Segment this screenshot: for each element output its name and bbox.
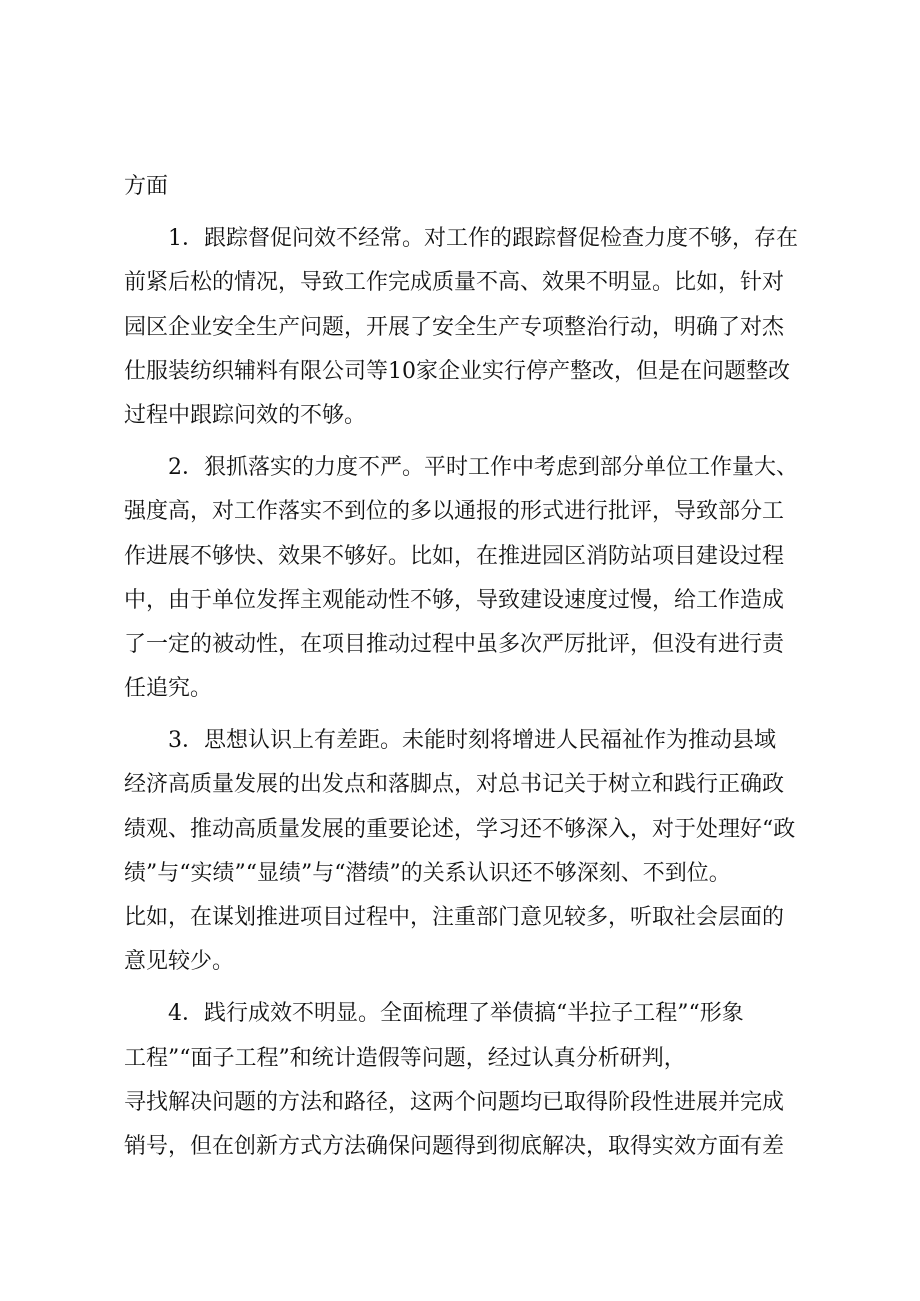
text-line: 经济高质量发展的出发点和落脚点，对总书记关于树立和践行正确政 xyxy=(124,772,785,798)
text-line: 任追究。 xyxy=(124,676,213,702)
text-line: 绩”与“实绩”“显绩”与“潜绩”的关系认识还不够深刻、不到位。 xyxy=(124,860,731,886)
text-line: 过程中跟踪问效的不够。 xyxy=(124,402,367,428)
text-line: 园区企业安全生产问题，开展了安全生产专项整治行动，明确了对杰 xyxy=(124,314,785,340)
paragraph-item-1 xyxy=(124,217,824,438)
text-line: 销号，但在创新方式方法确保问题得到彻底解决，取得实效方面有差 xyxy=(124,1133,785,1159)
text-line: 绩观、推动高质量发展的重要论述，学习还不够深入，对于处理好“政 xyxy=(124,816,796,842)
text-line: 3．思想认识上有差距。未能时刻将增进人民福祉作为推动县域 xyxy=(168,728,776,754)
text-line: 中，由于单位发挥主观能动性不够，导致建设速度过慢，给工作造成 xyxy=(124,587,785,613)
text-line: 比如，在谋划推进项目过程中，注重部门意见较多，听取社会层面的 xyxy=(124,905,785,930)
text-line: 强度高，对工作落实不到位的多以通报的形式进行批评，导致部分工 xyxy=(124,499,785,525)
text-line: 前紧后松的情况，导致工作完成质量不高、效果不明显。比如，针对 xyxy=(124,270,785,296)
paragraph-continuation xyxy=(124,165,824,209)
paragraph-item-4 xyxy=(124,992,824,1169)
text-line: 寻找解决问题的方法和路径，这两个问题均已取得阶段性进展并完成 xyxy=(124,1089,785,1115)
text-line: 方面 xyxy=(124,174,169,199)
text-line: 4．践行成效不明显。全面梳理了举债搞“半拉子工程”“形象 xyxy=(168,1001,744,1027)
paragraph-item-2 xyxy=(124,446,824,711)
text-line: 2．狠抓落实的力度不严。平时工作中考虑到部分单位工作量大、 xyxy=(168,455,798,481)
paragraph-item-3 xyxy=(124,719,824,984)
text-line: 了一定的被动性，在项目推动过程中虽多次严厉批评，但没有进行责 xyxy=(124,631,785,657)
text-line: 1．跟踪督促问效不经常。对工作的跟踪督促检查力度不够，存在 xyxy=(168,226,798,252)
text-line: 工程”“面子工程”和统计造假等问题，经过认真分析研判， xyxy=(124,1045,686,1071)
text-line: 仕服装纺织辅料有限公司等10家企业实行停产整改，但是在问题整改 xyxy=(124,358,790,384)
text-line: 作进展不够快、效果不够好。比如，在推进园区消防站项目建设过程 xyxy=(124,543,785,569)
document-body xyxy=(124,165,824,1169)
text-line: 意见较少。 xyxy=(124,949,235,975)
